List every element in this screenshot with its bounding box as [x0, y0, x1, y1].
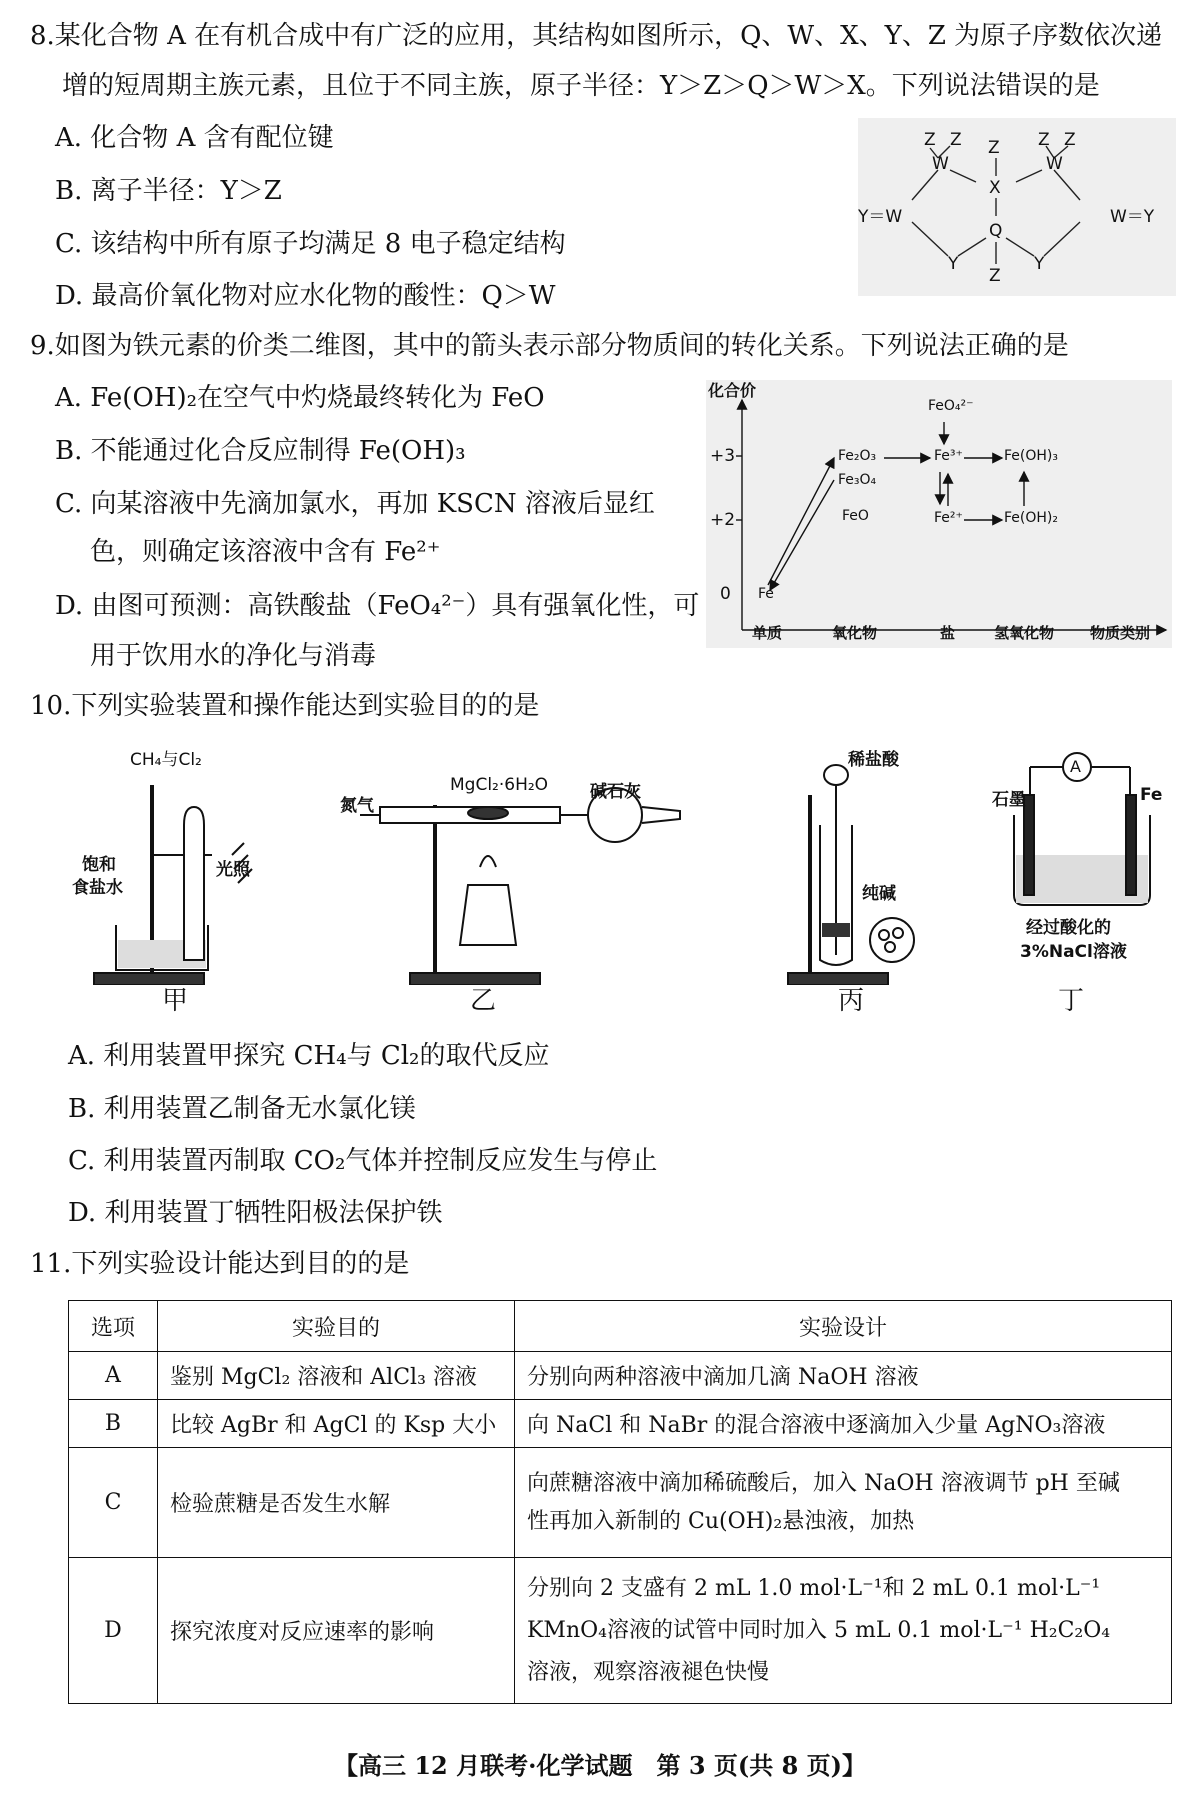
q8-option-d: D. 最高价氧化物对应水化物的酸性：Q＞W — [55, 281, 556, 311]
q8-stem-line2: 增的短周期主族元素，且位于不同主族，原子半径：Y＞Z＞Q＞W＞X。下列说法错误的是 — [62, 71, 1100, 101]
yi-gas-label: 氮气 — [340, 796, 374, 816]
yi-lime-label: 碱石灰 — [590, 782, 641, 802]
q8-option-a: A. 化合物 A 含有配位键 — [55, 123, 334, 153]
q10-option-a: A. 利用装置甲探究 CH₄与 Cl₂的取代反应 — [68, 1041, 550, 1071]
row-c-design-line2: 性再加入新制的 Cu(OH)₂悬浊液，加热 — [527, 1508, 915, 1534]
row-a-design: 分别向两种溶液中滴加几滴 NaOH 溶液 — [515, 1352, 1172, 1400]
q9-ferrate: FeO₄²⁻ — [928, 398, 974, 414]
row-c-design — [515, 1448, 1172, 1558]
apparatus-bing-drawing — [780, 745, 930, 985]
apparatus-yi — [340, 745, 720, 985]
atom-w2: W — [1046, 154, 1063, 174]
row-d-goal: 探究浓度对反应速率的影响 — [158, 1558, 515, 1704]
ding-ammeter-label: A — [1070, 757, 1081, 776]
q10-option-c: C. 利用装置丙制取 CO₂气体并控制反应发生与停止 — [68, 1146, 658, 1176]
row-d-design-line3: 溶液，观察溶液褪色快慢 — [527, 1659, 770, 1685]
q8-stem-line1: 8.某化合物 A 在有机合成中有广泛的应用，其结构如图所示，Q、W、X、Y、Z 为原子序数依次递 — [30, 21, 1163, 51]
q10-option-d: D. 利用装置丁牺牲阳极法保护铁 — [68, 1198, 443, 1228]
atom-z2: Z — [950, 130, 962, 150]
q9-option-d-line2: 用于饮用水的净化与消毒 — [90, 641, 377, 671]
apparatus-bing — [780, 745, 930, 985]
caption-ding: 丁 — [1058, 986, 1085, 1016]
q9-xcat-salt: 盐 — [940, 624, 956, 642]
q9-option-c-line1: C. 向某溶液中先滴加氯水，再加 KSCN 溶液后显红 — [55, 489, 655, 519]
ding-fe-label: Fe — [1140, 785, 1163, 805]
q9-fe: Fe — [758, 586, 774, 602]
q10-option-b: B. 利用装置乙制备无水氯化镁 — [68, 1094, 416, 1124]
q9-valence-chart — [706, 380, 1172, 648]
q8-option-b: B. 离子半径：Y＞Z — [55, 176, 282, 206]
caption-bing: 丙 — [838, 986, 865, 1016]
q9-xcat-element: 单质 — [752, 624, 783, 642]
atom-x: X — [989, 178, 1001, 198]
atom-z6: Z — [989, 266, 1001, 286]
atom-z4: Z — [1038, 130, 1050, 150]
q9-xcat-hydroxide: 氢氧化物 — [994, 624, 1055, 642]
row-c-design-line1: 向蔗糖溶液中滴加稀硫酸后，加入 NaOH 溶液调节 pH 至碱 — [527, 1470, 1120, 1496]
row-d-design-line2: KMnO₄溶液的试管中同时加入 5 mL 0.1 mol·L⁻¹ H₂C₂O₄ — [527, 1617, 1111, 1643]
q9-ytick-plus3: +3 — [710, 446, 736, 466]
q8-option-c: C. 该结构中所有原子均满足 8 电子稳定结构 — [55, 229, 566, 259]
bing-soda-label: 纯碱 — [862, 884, 896, 904]
header-goal: 实验目的 — [158, 1301, 515, 1352]
row-b-option: B — [69, 1400, 158, 1448]
row-d-design — [515, 1558, 1172, 1704]
atom-w-eq-y: W＝Y — [1110, 207, 1155, 227]
table-header-row — [69, 1301, 1172, 1352]
jia-gas-label: CH₄与Cl₂ — [130, 750, 202, 770]
row-d-option: D — [69, 1558, 158, 1704]
atom-y2: Y — [1034, 254, 1045, 274]
atom-z1: Z — [924, 130, 936, 150]
atom-y-eq-w: Y＝W — [858, 207, 903, 227]
q9-fe3o4: Fe₃O₄ — [838, 472, 877, 488]
atom-z5: Z — [1064, 130, 1076, 150]
apparatus-jia — [72, 745, 262, 985]
bing-acid-label: 稀盐酸 — [848, 750, 899, 770]
caption-jia: 甲 — [162, 986, 189, 1016]
apparatus-ding — [992, 745, 1162, 985]
row-a-option: A — [69, 1352, 158, 1400]
jia-liquid-label-1: 饱和 — [82, 855, 116, 875]
q9-xcat-oxide: 氧化物 — [832, 624, 878, 642]
q9-ytick-plus2: +2 — [710, 510, 736, 530]
row-c-option: C — [69, 1448, 158, 1558]
yi-salt-label: MgCl₂·6H₂O — [450, 775, 549, 795]
jia-liquid-label-2: 食盐水 — [72, 878, 123, 898]
q9-ytick-0: 0 — [720, 584, 731, 604]
ding-solution-label-1: 经过酸化的 — [1026, 918, 1111, 938]
jia-light-label: 光照 — [216, 860, 250, 880]
row-a-goal: 鉴别 MgCl₂ 溶液和 AlCl₃ 溶液 — [158, 1352, 515, 1400]
q9-feoh2: Fe(OH)₂ — [1004, 510, 1058, 526]
q11-table — [68, 1300, 1172, 1704]
row-b-goal: 比较 AgBr 和 AgCl 的 Ksp 大小 — [158, 1400, 515, 1448]
q9-fe2-ion: Fe²⁺ — [934, 510, 963, 526]
page-footer: 【高三 12 月联考·化学试题 第 3 页(共 8 页)】 — [334, 1751, 866, 1780]
table-row — [69, 1448, 1172, 1558]
atom-q: Q — [989, 221, 1003, 241]
q9-option-d-line1: D. 由图可预测：高铁酸盐（FeO₄²⁻）具有强氧化性，可 — [55, 591, 700, 621]
q11-stem: 11.下列实验设计能达到目的的是 — [30, 1249, 410, 1279]
ding-solution-label-2: 3%NaCl溶液 — [1020, 942, 1127, 962]
q9-xcat-type: 物质类别 — [1090, 624, 1151, 642]
atom-y1: Y — [948, 254, 959, 274]
caption-yi: 乙 — [470, 986, 497, 1016]
row-d-design-line1: 分别向 2 支盛有 2 mL 1.0 mol·L⁻¹和 2 mL 0.1 mol·L⁻¹ — [527, 1575, 1101, 1601]
header-option: 选项 — [69, 1301, 158, 1352]
q9-option-c-line2: 色，则确定该溶液中含有 Fe²⁺ — [90, 537, 441, 567]
q8-structure-diagram — [858, 118, 1176, 296]
row-c-goal: 检验蔗糖是否发生水解 — [158, 1448, 515, 1558]
q9-feo: FeO — [842, 508, 869, 524]
header-design: 实验设计 — [515, 1301, 1172, 1352]
q9-option-b: B. 不能通过化合反应制得 Fe(OH)₃ — [55, 436, 466, 466]
q9-stem: 9.如图为铁元素的价类二维图，其中的箭头表示部分物质间的转化关系。下列说法正确的是 — [30, 331, 1069, 361]
q10-stem: 10.下列实验装置和操作能达到实验目的的是 — [30, 691, 540, 721]
q9-y-axis-label: 化合价 — [708, 381, 757, 400]
q9-fe2o3: Fe₂O₃ — [838, 448, 877, 464]
q9-fe3-ion: Fe³⁺ — [934, 448, 963, 464]
table-row — [69, 1352, 1172, 1400]
row-b-design: 向 NaCl 和 NaBr 的混合溶液中逐滴加入少量 AgNO₃溶液 — [515, 1400, 1172, 1448]
q9-option-a: A. Fe(OH)₂在空气中灼烧最终转化为 FeO — [55, 383, 545, 413]
table-row — [69, 1558, 1172, 1704]
table-row — [69, 1400, 1172, 1448]
ding-graphite-label: 石墨 — [992, 790, 1026, 810]
atom-z3: Z — [988, 138, 1000, 158]
q9-feoh3: Fe(OH)₃ — [1004, 448, 1058, 464]
atom-w1: W — [932, 154, 949, 174]
